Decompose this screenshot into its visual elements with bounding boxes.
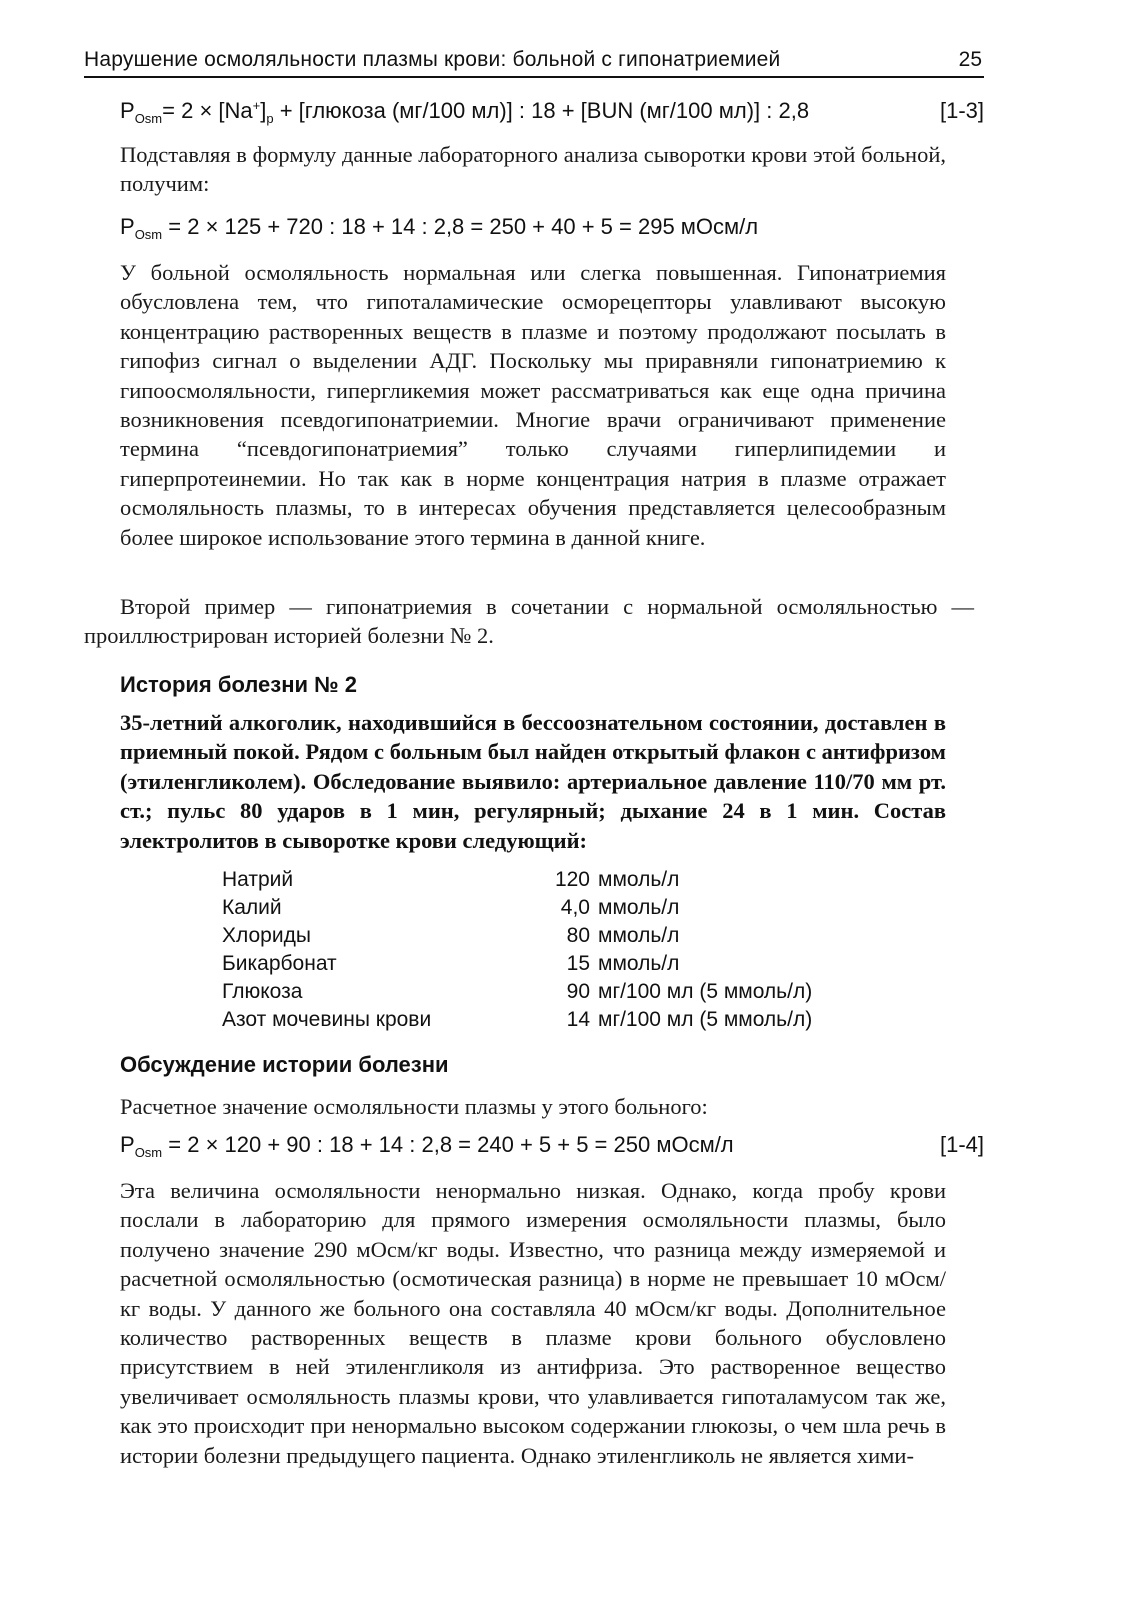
lab-name: Натрий [222, 868, 294, 891]
lab-value: 90 [566, 980, 590, 1003]
lab-value: 80 [566, 924, 590, 947]
lab-unit: ммоль/л [598, 896, 680, 919]
formula-symbol: P [120, 214, 135, 239]
lab-value: 4,0 [560, 896, 590, 919]
formula-text: + [глюкоза (мг/100 мл)] : 18 + [BUN (мг/100 мл)] : 2,8 [273, 98, 810, 123]
running-header [84, 40, 984, 78]
lab-name: Бикарбонат [222, 952, 337, 975]
formula-subscript: Osm [134, 1145, 163, 1160]
formula-subscript: Osm [134, 227, 163, 242]
formula-symbol: P [120, 98, 135, 123]
formula-1-4 [120, 1132, 984, 1160]
formula-text: = 2 × 125 + 720 : 18 + 14 : 2,8 = 250 + 40 + 5 = 295 мОсм/л [168, 214, 759, 239]
formula-subscript: p [266, 111, 274, 126]
case-description: 35-летний алкоголик, находившийся в бессоознательном состоянии, доставлен в приемный покой. Рядом с больным был найден открытый флакон с антифризом (этиленгликолем). Обследование выявило: артериальное давление 110/70 мм рт. ст.; пульс 80 ударов в 1 мин, регулярный; дыхание 24 в 1 мин. Состав электролитов в сыворотке крови следующий: [120, 710, 946, 853]
lab-unit: мг/100 мл (5 ммоль/л) [598, 980, 813, 1003]
formula-1-3 [120, 98, 984, 126]
page-number: 25 [958, 48, 982, 71]
formula-superscript: + [252, 98, 261, 113]
formula-text: ] [260, 98, 267, 123]
formula-text: = 2 × 120 + 90 : 18 + 14 : 2,8 = 240 + 5 + 5 = 250 мОсм/л [168, 1132, 734, 1157]
formula-text: = 2 × [Na [162, 98, 253, 123]
case-heading: История болезни № 2 [120, 672, 358, 697]
lab-value: 15 [566, 952, 590, 975]
lab-value: 14 [566, 1008, 590, 1031]
discussion-heading: Обсуждение истории болезни [120, 1052, 449, 1077]
formula-symbol: P [120, 1132, 135, 1157]
paragraph-second-example: Второй пример — гипонатриемия в сочетании с нормальной осмоляльностью — проиллюстрирован историей болезни № 2. [84, 594, 974, 649]
lab-unit: ммоль/л [598, 868, 680, 891]
lab-unit: ммоль/л [598, 924, 680, 947]
lab-name: Хлориды [222, 924, 311, 947]
paragraph-substitution: Подставляя в формулу данные лабораторного анализа сыворотки крови этой больной, получим: [120, 142, 946, 197]
running-header-title: Нарушение осмоляльности плазмы крови: больной с гипонатриемией [84, 48, 781, 71]
lab-value: 120 [554, 868, 590, 891]
paragraph-calculated-value: Расчетное значение осмоляльности плазмы у этого больного: [120, 1094, 708, 1119]
lab-unit: ммоль/л [598, 952, 680, 975]
lab-unit: мг/100 мл (5 ммоль/л) [598, 1008, 813, 1031]
lab-name: Азот мочевины крови [222, 1008, 432, 1031]
lab-name: Калий [222, 896, 282, 919]
equation-number: [1-3] [939, 98, 984, 123]
formula-calc-1 [120, 214, 984, 242]
lab-name: Глюкоза [222, 980, 303, 1003]
paragraph-normal-osmolality: У больной осмоляльность нормальная или слегка повышенная. Гипонатриемия обусловлена тем, что гипоталамические осморецепторы улавливают высокую концентрацию растворенных веществ в плазме и поэтому продолжают посылать в гипофиз сигнал о выделении АДГ. Поскольку мы приравняли гипонатриемию к гипоосмоляльности, гипергликемия может рассматриваться как еще одна причина возникновения псевдогипонатриемии. Многие врачи ограничивают применение термина “псевдогипонатриемия” только случаями гиперлипидемии и гиперпротеинемии. Но так как в норме концентрация натрия в плазме отражает осмоляльность плазмы, то в интересах обучения представляется целесообразным более широкое использование этого термина в данной книге. [120, 260, 946, 550]
formula-subscript: Osm [134, 111, 163, 126]
paragraph-final: Эта величина осмоляльности ненормально низкая. Однако, когда пробу крови послали в лабораторию для прямого измерения осмоляльности плазмы, было получено значение 290 мОсм/кг воды. Известно, что разница между измеряемой и расчетной осмоляльностью (осмотическая разница) в норме не превышает 10 мОсм/кг воды. У данного же больного она составляла 40 мОсм/кг воды. Дополнительное количество растворенных веществ в плазме крови больного обусловлено присутствием в ней этиленгликоля из антифриза. Это растворенное вещество увеличивает осмоляльность плазмы крови, что улавливается гипоталамусом так же, как это происходит при ненормально высоком содержании глюкозы, о чем шла речь в истории болезни предыдущего пациента. Однако этиленгликоль не является хими- [120, 1178, 946, 1468]
equation-number: [1-4] [939, 1132, 984, 1157]
